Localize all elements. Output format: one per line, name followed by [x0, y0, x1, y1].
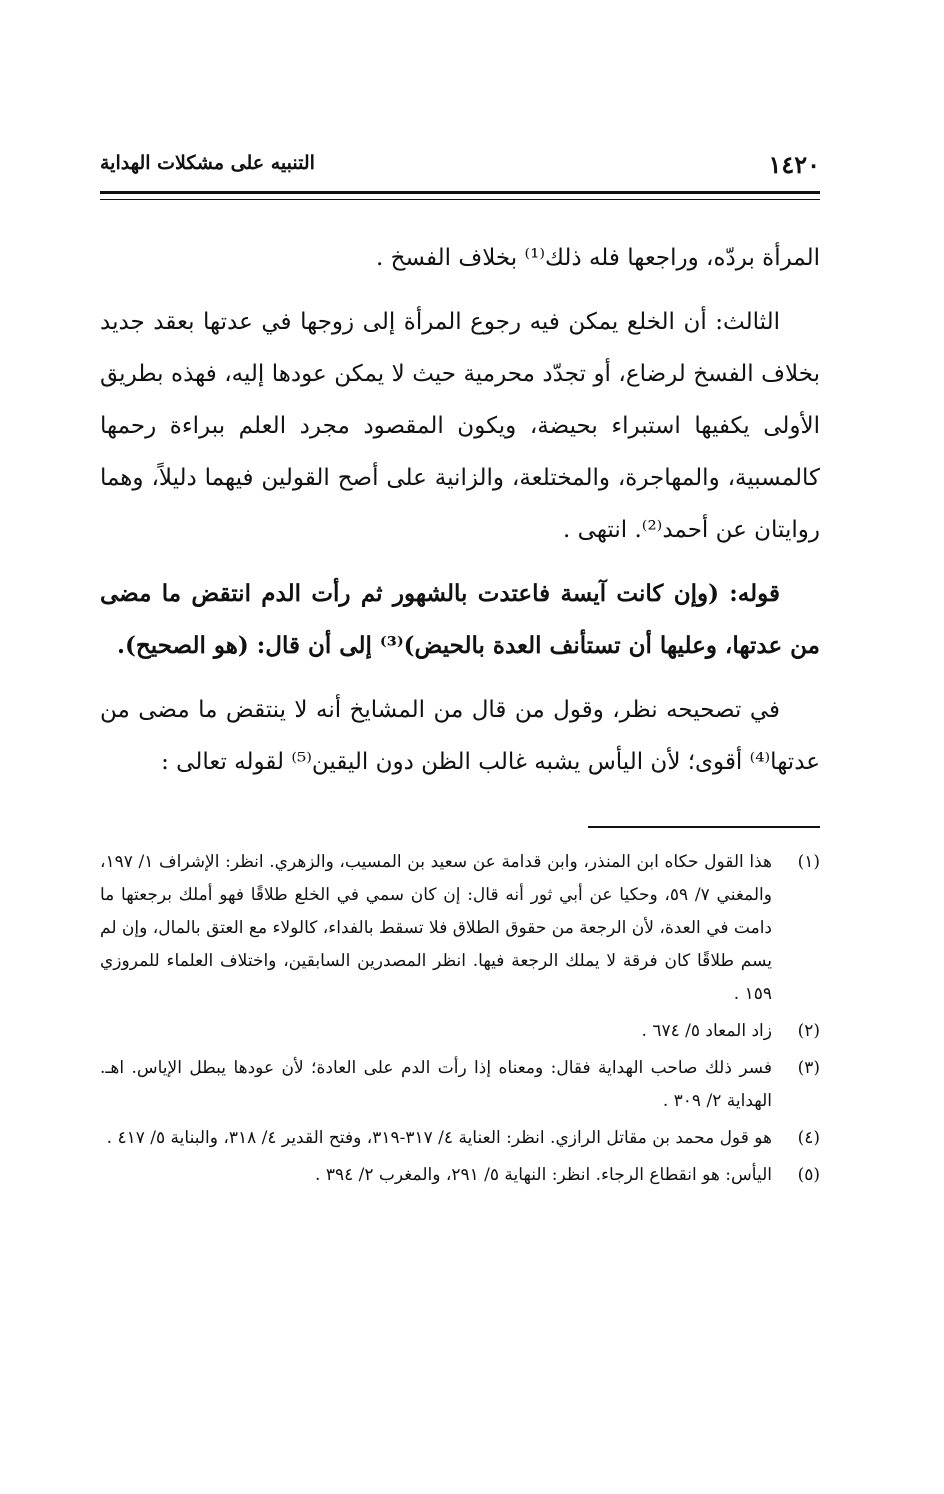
- footnote: [100, 1015, 820, 1048]
- footnote-separator: [588, 826, 820, 828]
- footnote-number: (٣): [797, 1058, 820, 1078]
- footnote-text: هذا القول حكاه ابن المنذر، وابن قدامة عن سعيد بن المسيب، والزهري. انظر: الإشراف ١/ ١٩٧، والمغني ٧/ ٥٩، وحكيا عن أبي ثور أنه قال: إن كان سمي في الخلع طلاقًا فهو أملك برجعتها ما دامت في العدة، لأن الرجعة من حقوق الطلاق فلا تسقط بالفداء، كالولاء مع العتق بالمال، وإن لم يسم طلاقًا كان فرقة لا يملك الرجعة فيها. انظر المصدرين السابقين، واختلاف العلماء للمروزي ١٥٩ .: [100, 852, 772, 1004]
- footnote-text: فسر ذلك صاحب الهداية فقال: ومعناه إذا رأت الدم على العادة؛ لأن عودها يبطل الإياس. اهـ. الهداية ٢/ ٣٠٩ .: [100, 1058, 772, 1111]
- header-rule-thick: [100, 191, 820, 194]
- footnote-number: (٥): [797, 1165, 820, 1185]
- footnote: [100, 1159, 820, 1192]
- footnote: [100, 1122, 820, 1155]
- paragraph-commentary: في تصحيحه نظر، وقول من قال من المشايخ أنه لا ينتقض ما مضى من عدتها⁽⁴⁾ أقوى؛ لأن اليأس يشبه غالب الظن دون اليقين⁽⁵⁾ لقوله تعالى :: [100, 697, 820, 775]
- footnote-number: (١): [797, 852, 820, 872]
- footnote-number: (٢): [797, 1021, 820, 1041]
- footnote-text: زاد المعاد ٥/ ٦٧٤ .: [641, 1021, 772, 1041]
- footnote: [100, 1052, 820, 1118]
- footnote-text: هو قول محمد بن مقاتل الرازي. انظر: العناية ٤/ ٣١٧-٣١٩، وفتح القدير ٤/ ٣١٨، والبناية ٥/ ٤١٧ .: [106, 1128, 772, 1148]
- paragraph-continuation: المرأة بردّه، وراجعها فله ذلك⁽¹⁾ بخلاف الفسخ .: [376, 245, 820, 271]
- paragraph-third-point: الثالث: أن الخلع يمكن فيه رجوع المرأة إلى زوجها في عدتها بعقد جديد بخلاف الفسخ لرضاع، أو تجدّد محرمية حيث لا يمكن عودها إليه، فهذه بطريق الأولى يكفيها استبراء بحيضة، ويكون المقصود مجرد العلم ببراءة رحمها كالمسبية، والمهاجرة، والمختلعة، والزانية على أصح القولين فيهما دليلاً، وهما روايتان عن أحمد⁽²⁾. انتهى .: [100, 309, 820, 543]
- paragraph-quoted-statement: قوله: (وإن كانت آيسة فاعتدت بالشهور ثم رأت الدم انتقض ما مضى من عدتها، وعليها أن تستأنف العدة بالحيض)⁽³⁾ إلى أن قال: (هو الصحيح).: [100, 580, 820, 659]
- main-text: [100, 232, 820, 788]
- footnote-text: اليأس: هو انقطاع الرجاء. انظر: النهاية ٥/ ٢٩١، والمغرب ٢/ ٣٩٤ .: [315, 1165, 772, 1185]
- footnotes: [100, 846, 820, 1196]
- footnote: [100, 846, 820, 1011]
- book-title: التنبيه على مشكلات الهداية: [100, 152, 315, 174]
- running-header: [100, 150, 820, 190]
- footnote-number: (٤): [797, 1128, 820, 1148]
- header-rule-thin: [100, 199, 820, 200]
- page-number: ١٤٢٠: [768, 150, 820, 179]
